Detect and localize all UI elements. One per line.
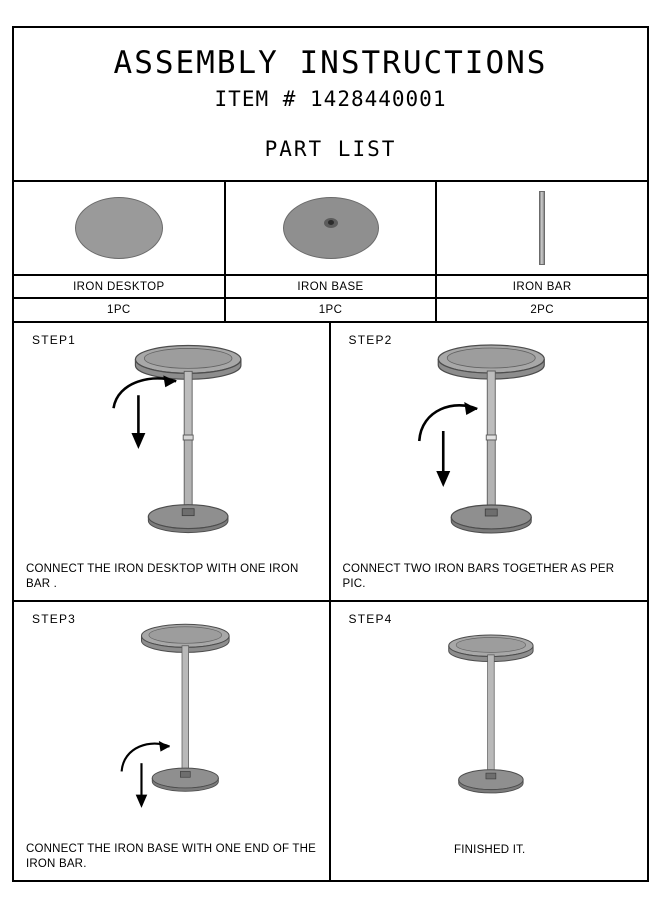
step-label-4: STEP4 [348, 611, 393, 626]
step-panel-3 [14, 602, 331, 881]
page-title: ASSEMBLY INSTRUCTIONS [113, 45, 548, 81]
part-qty-bar: 2PC [530, 304, 554, 316]
base-disc-shape [283, 197, 379, 259]
part-image-cell-desktop [14, 182, 226, 274]
step-panel-4 [331, 602, 648, 881]
part-qty-desktop: 1PC [14, 299, 226, 321]
part-name-desktop: IRON DESKTOP [14, 276, 226, 297]
step-label-2: STEP2 [348, 333, 393, 347]
part-list-heading: PART LIST [264, 137, 397, 161]
iron-desktop-disc-icon [75, 197, 163, 259]
step-panel-1 [14, 323, 331, 602]
part-image-row [14, 182, 647, 276]
step-4-diagram [331, 616, 648, 831]
iron-bar-icon [539, 191, 545, 265]
step-caption-4: FINISHED IT. [454, 844, 526, 856]
assembly-steps-grid [14, 323, 647, 880]
step-caption-3: CONNECT THE IRON BASE WITH ONE END OF THE IRON BAR. [26, 843, 316, 870]
part-name-base: IRON BASE [226, 276, 438, 297]
step-3-diagram [14, 616, 329, 831]
iron-base-disc-icon [283, 197, 379, 259]
base-hub-hole-shape [328, 220, 334, 225]
part-name-row [14, 276, 647, 299]
step-2-diagram [331, 337, 648, 552]
step-label-3: STEP3 [32, 611, 77, 626]
part-quantity-row [14, 299, 647, 323]
part-name-bar: IRON BAR [512, 280, 572, 293]
instruction-sheet-border [12, 26, 649, 882]
step-caption-2: CONNECT TWO IRON BARS TOGETHER AS PER PIC. [342, 562, 615, 590]
document-header [14, 28, 647, 182]
step-panel-2 [331, 323, 648, 602]
part-image-cell-base [226, 182, 438, 274]
step-caption-1: CONNECT THE IRON DESKTOP WITH ONE IRON BAR . [26, 562, 299, 590]
item-number: ITEM # 1428440001 [214, 87, 447, 111]
part-list-table [14, 182, 647, 323]
step-1-diagram [14, 337, 329, 552]
step-label-1: STEP1 [32, 333, 77, 347]
part-qty-base: 1PC [226, 299, 438, 321]
part-image-cell-bar [437, 182, 647, 274]
